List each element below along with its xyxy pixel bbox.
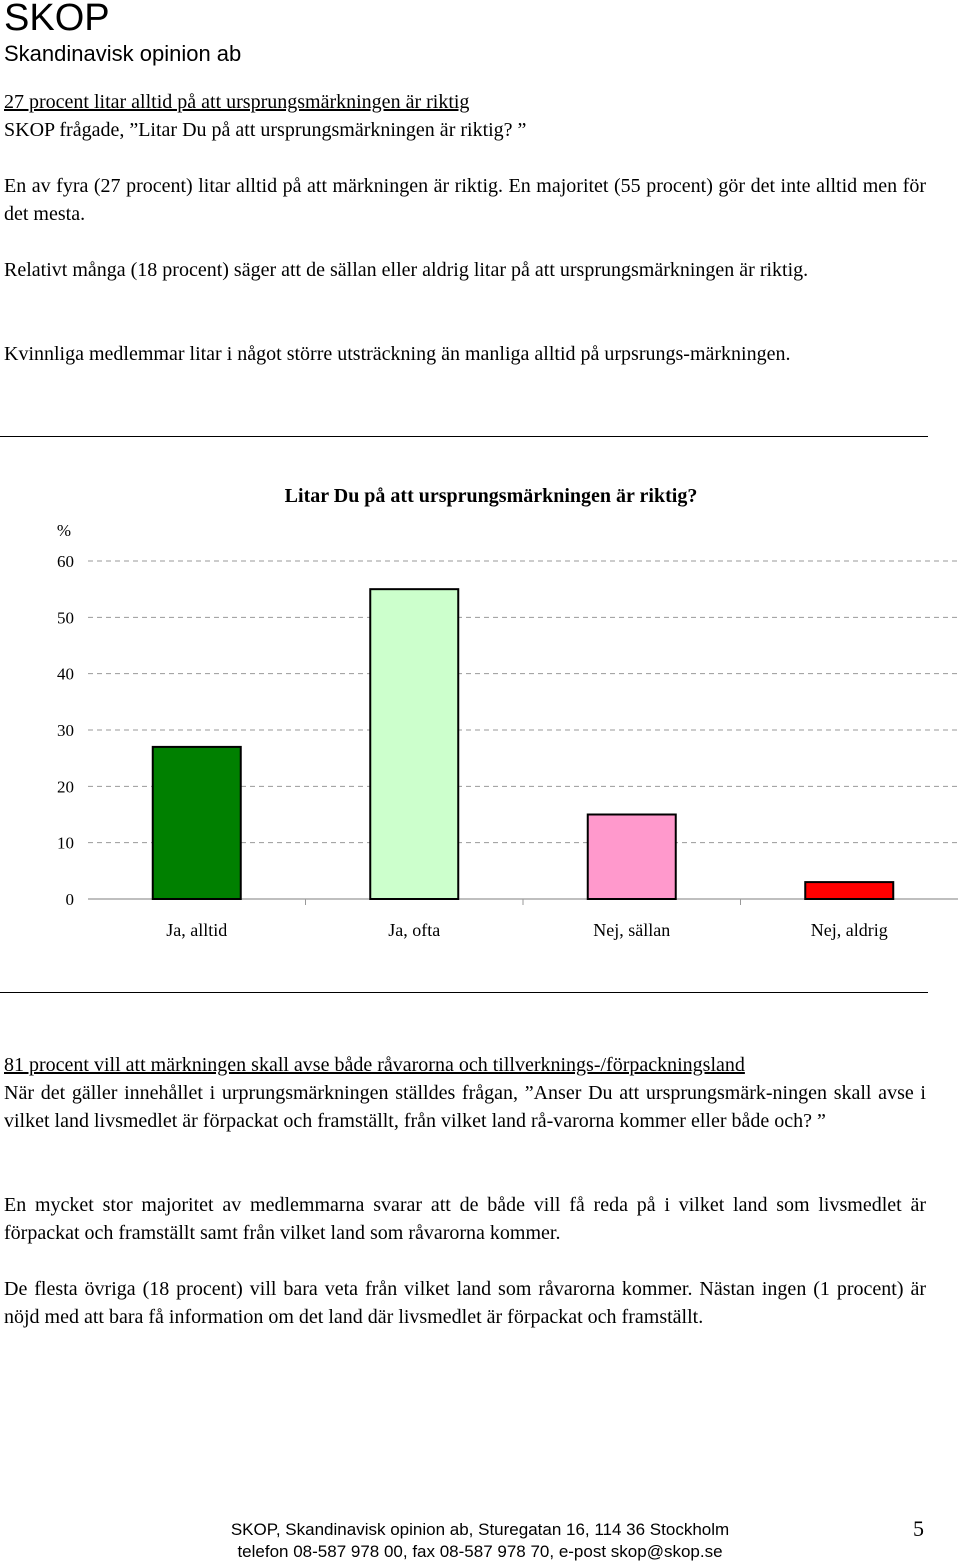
bar-3 (588, 815, 676, 900)
chart-title: Litar Du på att ursprungsmärkningen är riktig? (284, 485, 698, 507)
page-number: 5 (913, 1516, 924, 1541)
y-tick-label-20: 20 (57, 777, 74, 797)
y-tick-label-30: 30 (57, 721, 74, 740)
section2-paragraph-2: En mycket stor majoritet av medlemmarna svarar att de både vill få reda på i vilket land som livsmedlet är förpackat och framställt samt från vilket land som råvarorna kommer. (4, 1194, 926, 1244)
section2-heading: 81 procent vill att märkningen skall avse både råvarorna och tillverknings-/förpackningsland (4, 1054, 745, 1076)
y-axis-ticks (57, 552, 74, 909)
section1-heading: 27 procent litar alltid på att ursprungsmärkningen är riktig (4, 91, 470, 113)
y-tick-label-10: 10 (57, 833, 74, 853)
section2-paragraph-3: De flesta övriga (18 procent) vill bara veta från vilket land som råvarorna kommer. Nästan ingen (1 procent) är nöjd med att bara få information om det land där livsmedlet är förpackat och framställt. (4, 1278, 926, 1328)
bar-1 (153, 747, 241, 899)
section2-paragraph-1: När det gäller innehållet i urprungsmärkningen ställdes frågan, ”Anser Du att ursprungsmärk-ningen skall avse i vilket land livsmedlet är förpackat och framställt, från vilket land rå-varorna kommer eller både och? ” (4, 1082, 926, 1132)
brand-name: SKOP (4, 0, 110, 39)
y-tick-label-0: 0 (65, 890, 74, 909)
bar-4 (805, 882, 893, 899)
brand-subtitle: Skandinavisk opinion ab (4, 41, 242, 66)
section1-paragraph-2: Relativt många (18 procent) säger att de sällan eller aldrig litar på att ursprungsmärkningen är riktig. (4, 259, 809, 281)
section1-paragraph-1: En av fyra (27 procent) litar alltid på att märkningen är riktig. En majoritet (55 procent) gör det inte alltid men för det mesta. (4, 175, 926, 225)
bar-2 (370, 589, 458, 899)
y-tick-label-50: 50 (57, 608, 74, 628)
chart-bottom-rule (0, 992, 928, 993)
footer-contact: telefon 08-587 978 00, fax 08-587 978 70, e-post skop@skop.se (237, 1542, 723, 1561)
x-axis-categories (166, 920, 887, 940)
y-axis-label: % (56, 521, 72, 540)
category-label-4: Nej, aldrig (810, 920, 888, 940)
section1-paragraph-3: Kvinnliga medlemmar litar i något större utsträckning än manliga alltid på urpsrungs-märkningen. (4, 343, 791, 365)
category-label-2: Ja, ofta (388, 920, 441, 940)
y-tick-label-40: 40 (57, 664, 74, 684)
bar-chart (0, 470, 960, 950)
bars (153, 589, 894, 899)
chart-top-rule (0, 436, 928, 437)
category-label-1: Ja, alltid (166, 920, 228, 940)
footer-address: SKOP, Skandinavisk opinion ab, Sturegatan 16, 114 36 Stockholm (230, 1520, 730, 1539)
y-tick-label-60: 60 (57, 552, 74, 571)
category-label-3: Nej, sällan (593, 920, 671, 940)
section1-question: SKOP frågade, ”Litar Du på att ursprungsmärkningen är riktig? ” (4, 119, 527, 141)
